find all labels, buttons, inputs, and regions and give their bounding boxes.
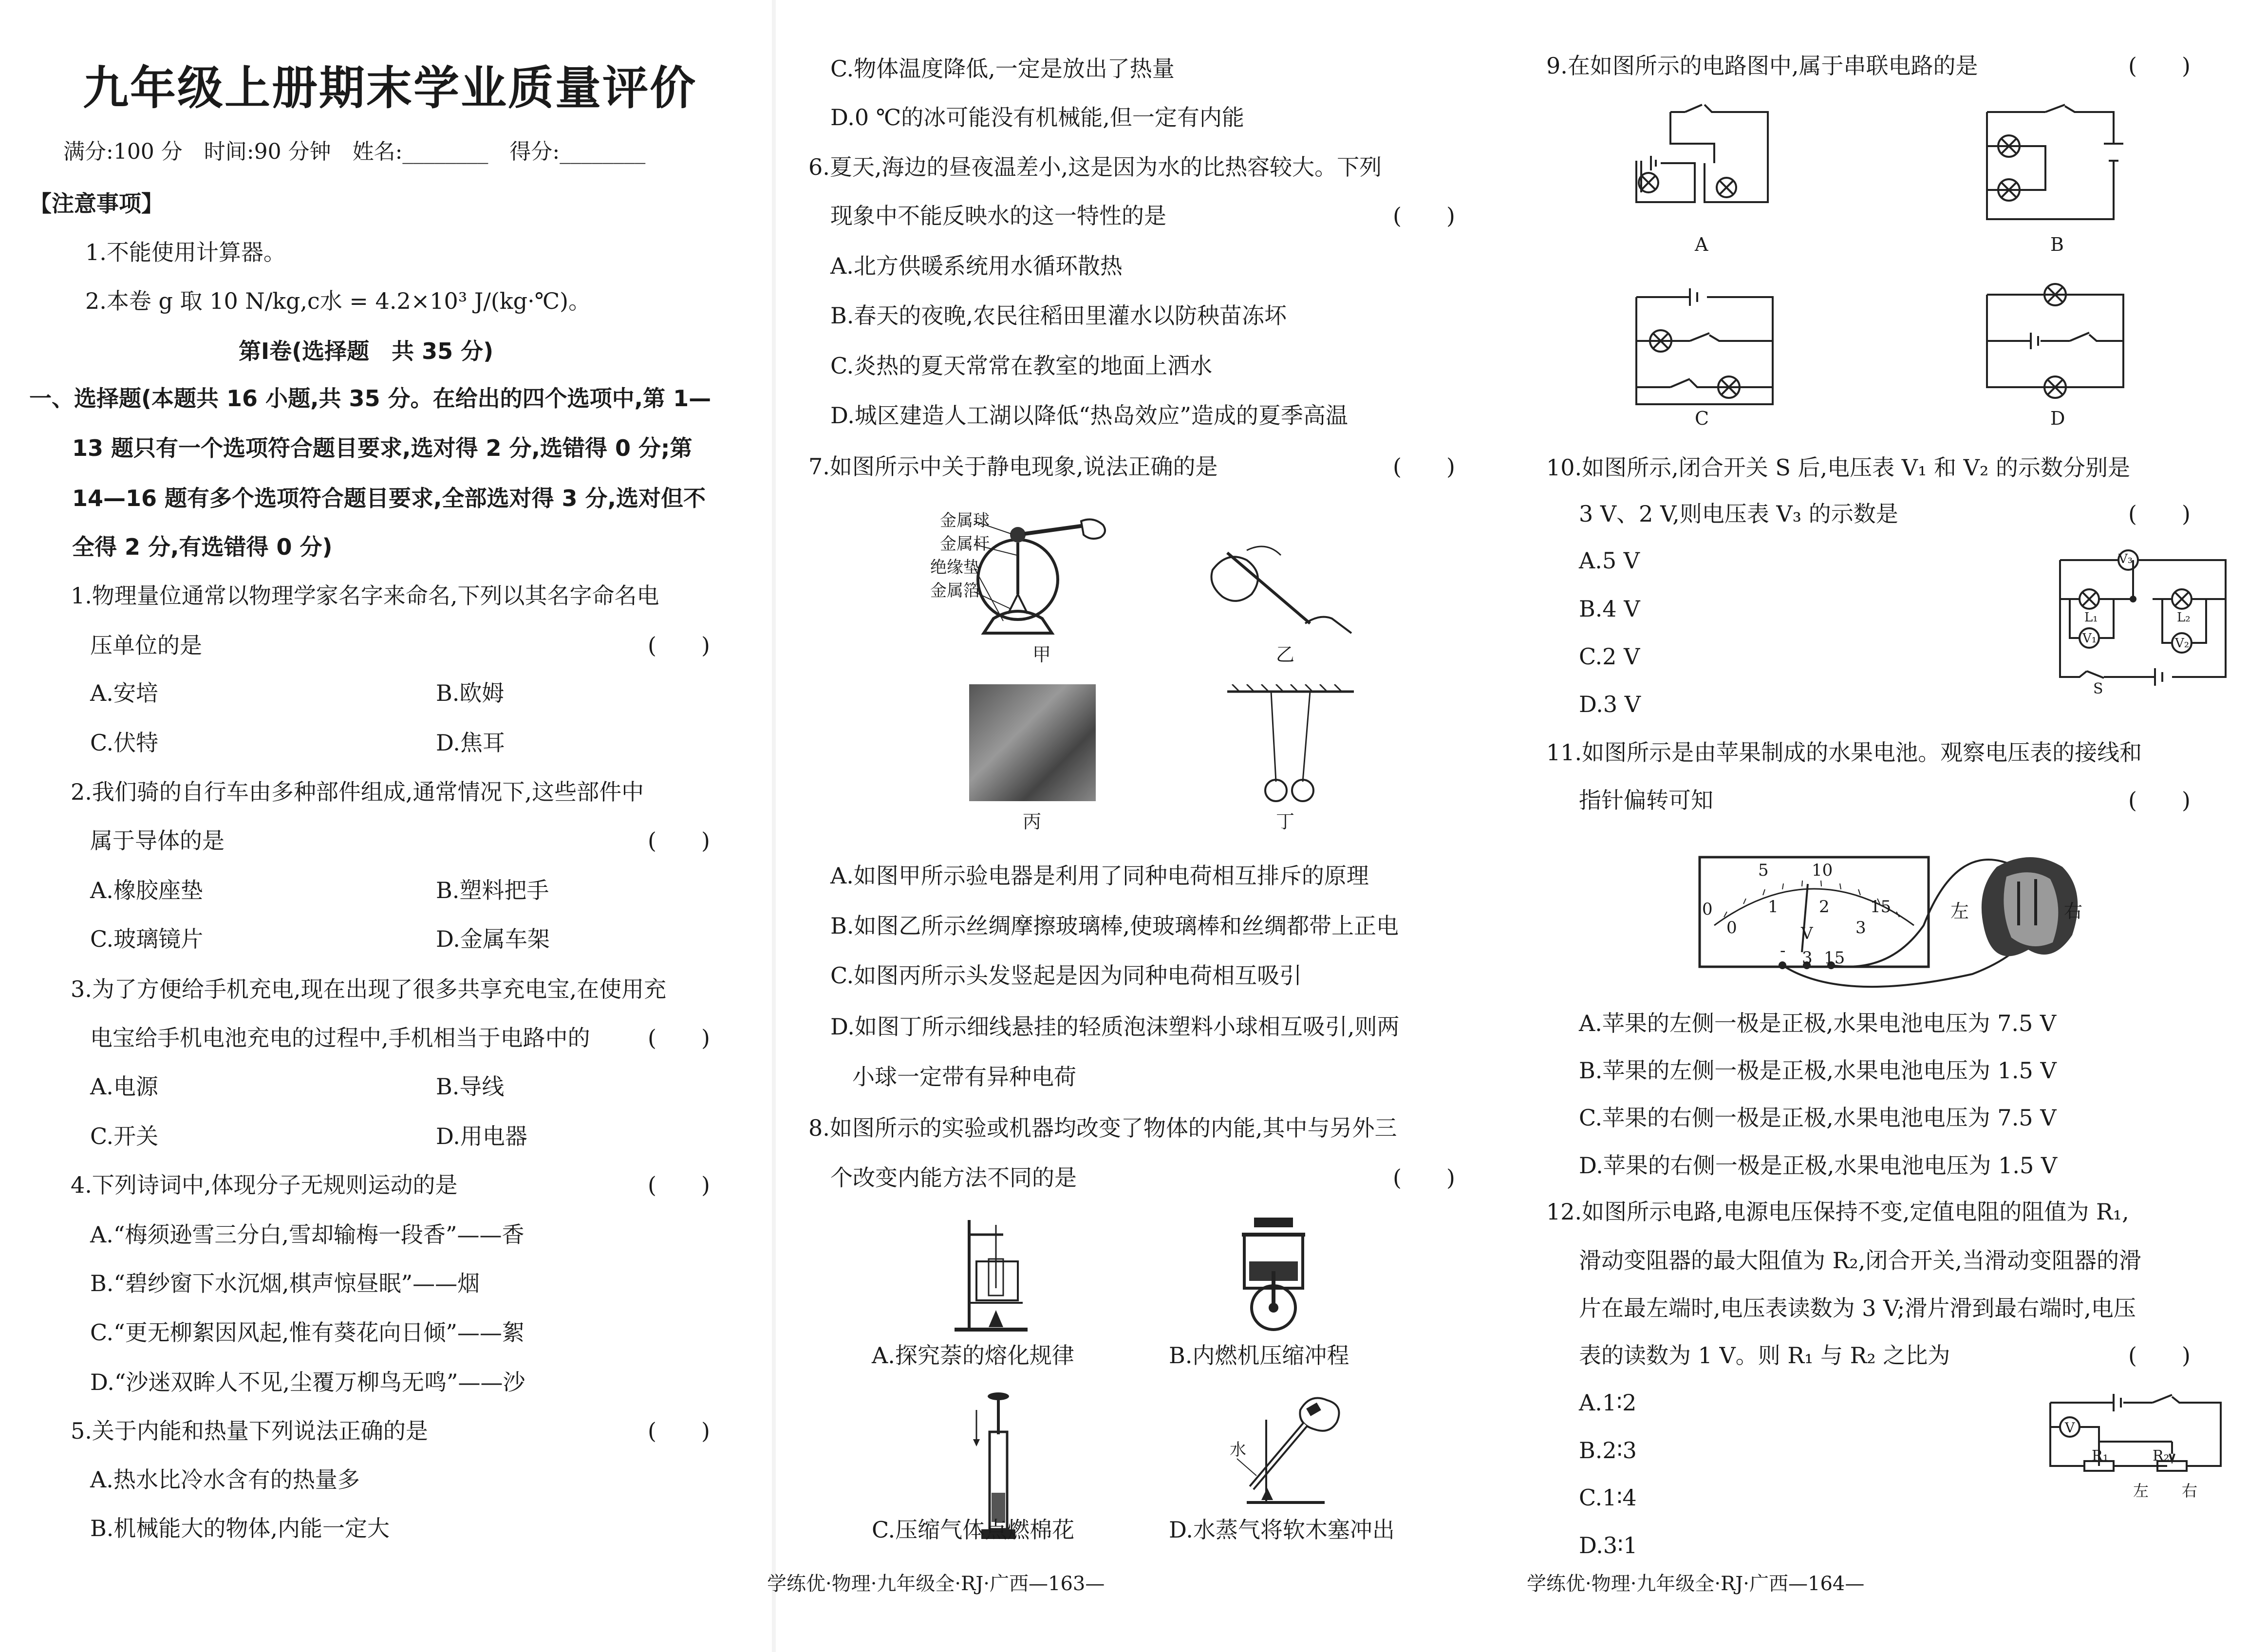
q10-label-v1: V₁ <box>2082 631 2097 646</box>
q10-label-v3: V₃ <box>2118 552 2133 566</box>
q2-option-a: A.橡胶座垫 <box>90 877 203 903</box>
q1-stem-line2: 压单位的是 <box>90 632 202 658</box>
label-water: 水 <box>1230 1440 1246 1460</box>
q3-option-b: B.导线 <box>436 1073 505 1100</box>
q6-option-b: B.春天的夜晚,农民往稻田里灌水以防秧苗冻坏 <box>830 302 1287 329</box>
figure-melting-experiment <box>950 1215 1037 1337</box>
q7-option-d-line2: 小球一定带有异种电荷 <box>852 1064 1076 1090</box>
q8-stem-line1: 8.如图所示的实验或机器均改变了物体的内能,其中与另外三 <box>808 1115 1397 1141</box>
meter-top-0: 0 <box>1702 900 1713 919</box>
q6-option-d: D.城区建造人工湖以降低“热岛效应”造成的夏季高温 <box>830 402 1348 429</box>
figure-engine-cylinder <box>1227 1215 1320 1337</box>
meter-bottom-3: 3 <box>1855 918 1866 938</box>
q10-label-l1: L₁ <box>2084 610 2098 625</box>
figure-glass-rod <box>1198 541 1359 638</box>
exam-info: 满分:100 分 时间:90 分钟 姓名:________ 得分:________ <box>63 139 646 164</box>
q12-option-a: A.1∶2 <box>1579 1389 1637 1416</box>
q12-label-r1: R₁ <box>2092 1447 2109 1464</box>
q8-option-d: D.水蒸气将软木塞冲出 <box>1169 1517 1395 1543</box>
q7-option-a: A.如图甲所示验电器是利用了同种电荷相互排斥的原理 <box>830 863 1369 889</box>
q3-option-a: A.电源 <box>90 1073 158 1100</box>
q6-option-c: C.炎热的夏天常常在教室的地面上洒水 <box>830 353 1213 379</box>
right-column <box>1527 0 2267 1652</box>
q1-bracket: ( ) <box>648 632 710 658</box>
q6-stem-line2: 现象中不能反映水的这一特性的是 <box>830 203 1166 229</box>
q12-option-c: C.1∶4 <box>1579 1484 1637 1511</box>
section1-line1: 一、选择题(本题共 16 小题,共 35 分。在给出的四个选项中,第 1— <box>29 385 712 412</box>
q12-stem-line2: 滑动变阻器的最大阻值为 R₂,闭合开关,当滑动变阻器的滑 <box>1579 1247 2141 1274</box>
q11-option-c: C.苹果的右侧一极是正极,水果电池电压为 7.5 V <box>1579 1105 2057 1131</box>
apple-right-label: 右 <box>2064 901 2083 922</box>
q3-stem-line2: 电宝给手机电池充电的过程中,手机相当于电路中的 <box>90 1025 590 1051</box>
circuit-b-label: B <box>2050 234 2064 255</box>
circuit-c-label: C <box>1695 408 1709 429</box>
q7-option-d-line1: D.如图丁所示细线悬挂的轻质泡沫塑料小球相互吸引,则两 <box>830 1014 1400 1040</box>
circuit-b <box>1972 97 2138 234</box>
meter-bottom-0: 0 <box>1726 918 1737 938</box>
q7-bracket: ( ) <box>1393 453 1455 480</box>
q5-bracket: ( ) <box>648 1418 710 1444</box>
q10-option-c: C.2 V <box>1579 643 1640 670</box>
q7-option-b: B.如图乙所示丝绸摩擦玻璃棒,使玻璃棒和丝绸都带上正电 <box>830 913 1399 939</box>
q10-stem-line1: 10.如图所示,闭合开关 S 后,电压表 V₁ 和 V₂ 的示数分别是 <box>1546 454 2130 481</box>
q10-bracket: ( ) <box>2128 501 2191 527</box>
q12-stem-line1: 12.如图所示电路,电源电压保持不变,定值电阻的阻值为 R₁, <box>1546 1199 2129 1225</box>
q4-option-d: D.“沙迷双眸人不见,尘覆万柳鸟无鸣”——沙 <box>90 1369 525 1395</box>
notice-item-1: 1.不能使用计算器。 <box>85 239 286 265</box>
q8-option-c: C.压缩气体点燃棉花 <box>872 1517 1075 1543</box>
q7-stem: 7.如图所示中关于静电现象,说法正确的是 <box>808 453 1218 480</box>
section1-line4: 全得 2 分,有选错得 0 分) <box>72 534 333 560</box>
q11-option-d: D.苹果的右侧一极是正极,水果电池电压为 1.5 V <box>1579 1152 2058 1179</box>
terminal-15: 15 <box>1824 948 1845 968</box>
circuit-d <box>1972 280 2138 412</box>
terminal-minus: - <box>1780 941 1786 960</box>
q12-stem-line3: 片在最左端时,电压表读数为 3 V;滑片滑到最右端时,电压 <box>1579 1295 2136 1321</box>
q1-option-c: C.伏特 <box>90 730 159 756</box>
q4-bracket: ( ) <box>648 1172 710 1198</box>
q12-label-right: 右 <box>2182 1482 2198 1500</box>
q2-stem-line1: 2.我们骑的自行车由多种部件组成,通常情况下,这些部件中 <box>71 779 644 805</box>
q4-stem: 4.下列诗词中,体现分子无规则运动的是 <box>71 1172 458 1198</box>
photo-hair-standing <box>969 684 1096 801</box>
q2-stem-line2: 属于导体的是 <box>90 827 225 854</box>
part1-title: 第Ⅰ卷(选择题 共 35 分) <box>239 338 494 364</box>
meter-unit: V <box>1801 924 1813 943</box>
q1-stem-line1: 1.物理量位通常以物理学家名字来命名,下列以其名字命名电 <box>71 582 659 609</box>
meter-top-15: 15 <box>1870 897 1892 917</box>
q2-option-d: D.金属车架 <box>436 926 550 952</box>
q10-stem-line2: 3 V、2 V,则电压表 V₃ 的示数是 <box>1579 501 1898 527</box>
circuit-d-label: D <box>2050 408 2065 429</box>
page-title: 九年级上册期末学业质量评价 <box>83 62 697 115</box>
q8-stem-line2: 个改变内能方法不同的是 <box>830 1164 1077 1191</box>
footer-left: 学练优·物理·九年级全·RJ·广西—163— <box>767 1573 1105 1595</box>
q2-bracket: ( ) <box>648 827 710 854</box>
apple-left-label: 左 <box>1950 901 1969 922</box>
q12-label-v: V <box>2065 1420 2075 1436</box>
terminal-3: 3 <box>1802 948 1813 968</box>
q10-label-v2: V₂ <box>2175 636 2190 651</box>
fig-label-bing: 丙 <box>1023 811 1042 832</box>
q10-option-b: B.4 V <box>1579 596 1640 622</box>
q8-bracket: ( ) <box>1393 1164 1455 1191</box>
q11-stem-line2: 指针偏转可知 <box>1579 787 1713 813</box>
circuit-a <box>1622 97 1787 234</box>
q2-option-c: C.玻璃镜片 <box>90 926 204 952</box>
q4-option-a: A.“梅须逊雪三分白,雪却输梅一段香”——香 <box>90 1221 525 1248</box>
q1-option-b: B.欧姆 <box>436 680 505 706</box>
label-insulating-pad: 绝缘垫 <box>930 558 980 577</box>
notice-item-2: 2.本卷 g 取 10 N/kg,c水 = 4.2×10³ J/(kg·℃)。 <box>85 288 591 314</box>
circuit-q10 <box>2050 541 2235 701</box>
fig-label-yi: 乙 <box>1276 644 1295 665</box>
footer-right: 学练优·物理·九年级全·RJ·广西—164— <box>1527 1573 1865 1595</box>
meter-bottom-1: 1 <box>1768 897 1779 917</box>
q11-bracket: ( ) <box>2128 787 2191 813</box>
meter-top-5: 5 <box>1758 861 1769 880</box>
notice-heading: 【注意事项】 <box>29 190 164 217</box>
q12-bracket: ( ) <box>2128 1342 2191 1369</box>
q12-option-b: B.2∶3 <box>1579 1437 1637 1464</box>
q11-stem-line1: 11.如图所示是由苹果制成的水果电池。观察电压表的接线和 <box>1546 739 2142 766</box>
q10-option-d: D.3 V <box>1579 691 1641 717</box>
circuit-a-label: A <box>1695 234 1708 255</box>
q5-stem: 5.关于内能和热量下列说法正确的是 <box>71 1418 428 1444</box>
q3-bracket: ( ) <box>648 1025 710 1051</box>
q3-option-d: D.用电器 <box>436 1123 527 1149</box>
label-metal-rod: 金属杆 <box>940 534 990 554</box>
q12-stem-line4: 表的读数为 1 V。则 R₁ 与 R₂ 之比为 <box>1579 1342 1950 1369</box>
left-column <box>0 0 760 1652</box>
figure-steam-cork <box>1227 1390 1354 1507</box>
q2-option-b: B.塑料把手 <box>436 877 549 903</box>
q10-label-s: S <box>2093 680 2103 697</box>
meter-bottom-2: 2 <box>1819 897 1830 917</box>
meter-top-10: 10 <box>1812 861 1833 880</box>
label-metal-ball: 金属球 <box>940 511 990 530</box>
q12-label-left: 左 <box>2133 1482 2149 1500</box>
q5-option-a: A.热水比冷水含有的热量多 <box>90 1466 360 1493</box>
middle-column <box>767 0 1534 1652</box>
circuit-c <box>1622 282 1787 414</box>
section1-line3: 14—16 题有多个选项符合题目要求,全部选对得 3 分,选对但不 <box>72 485 706 511</box>
fig-label-ding: 丁 <box>1276 811 1295 832</box>
q10-option-a: A.5 V <box>1579 547 1640 574</box>
figure-hanging-balls <box>1218 684 1364 806</box>
q3-stem-line1: 3.为了方便给手机充电,现在出现了很多共享充电宝,在使用充 <box>71 976 667 1002</box>
q6-option-a: A.北方供暖系统用水循环散热 <box>830 253 1123 279</box>
q3-option-c: C.开关 <box>90 1123 159 1149</box>
q1-option-d: D.焦耳 <box>436 730 505 756</box>
q12-option-d: D.3∶1 <box>1579 1532 1638 1558</box>
q1-option-a: A.安培 <box>90 680 158 706</box>
section1-line2: 13 题只有一个选项符合题目要求,选对得 2 分,选错得 0 分;第 <box>72 435 693 461</box>
q10-label-l2: L₂ <box>2177 610 2191 625</box>
q4-option-b: B.“碧纱窗下水沉烟,棋声惊昼眠”——烟 <box>90 1270 480 1296</box>
q11-option-a: A.苹果的左侧一极是正极,水果电池电压为 7.5 V <box>1579 1010 2057 1036</box>
q5-option-b: B.机械能大的物体,内能一定大 <box>90 1515 390 1541</box>
q9-stem: 9.在如图所示的电路图中,属于串联电路的是 <box>1546 53 1978 79</box>
q5-option-c: C.物体温度降低,一定是放出了热量 <box>830 56 1175 82</box>
q5-option-d: D.0 ℃的冰可能没有机械能,但一定有内能 <box>830 104 1244 131</box>
label-metal-foil: 金属箔 <box>930 581 980 601</box>
q7-option-c: C.如图丙所示头发竖起是因为同种电荷相互吸引 <box>830 962 1302 989</box>
q6-stem-line1: 6.夏天,海边的昼夜温差小,这是因为水的比热容较大。下列 <box>808 154 1382 180</box>
fig-label-jia: 甲 <box>1032 644 1051 665</box>
q9-bracket: ( ) <box>2128 53 2191 79</box>
q11-option-b: B.苹果的左侧一极是正极,水果电池电压为 1.5 V <box>1579 1057 2057 1084</box>
q8-option-b: B.内燃机压缩冲程 <box>1169 1342 1349 1369</box>
q6-bracket: ( ) <box>1393 203 1455 229</box>
q4-option-c: C.“更无柳絮因风起,惟有葵花向日倾”——絮 <box>90 1319 525 1346</box>
q8-option-a: A.探究萘的熔化规律 <box>872 1342 1074 1369</box>
q12-label-r2: R₂ <box>2153 1447 2170 1464</box>
